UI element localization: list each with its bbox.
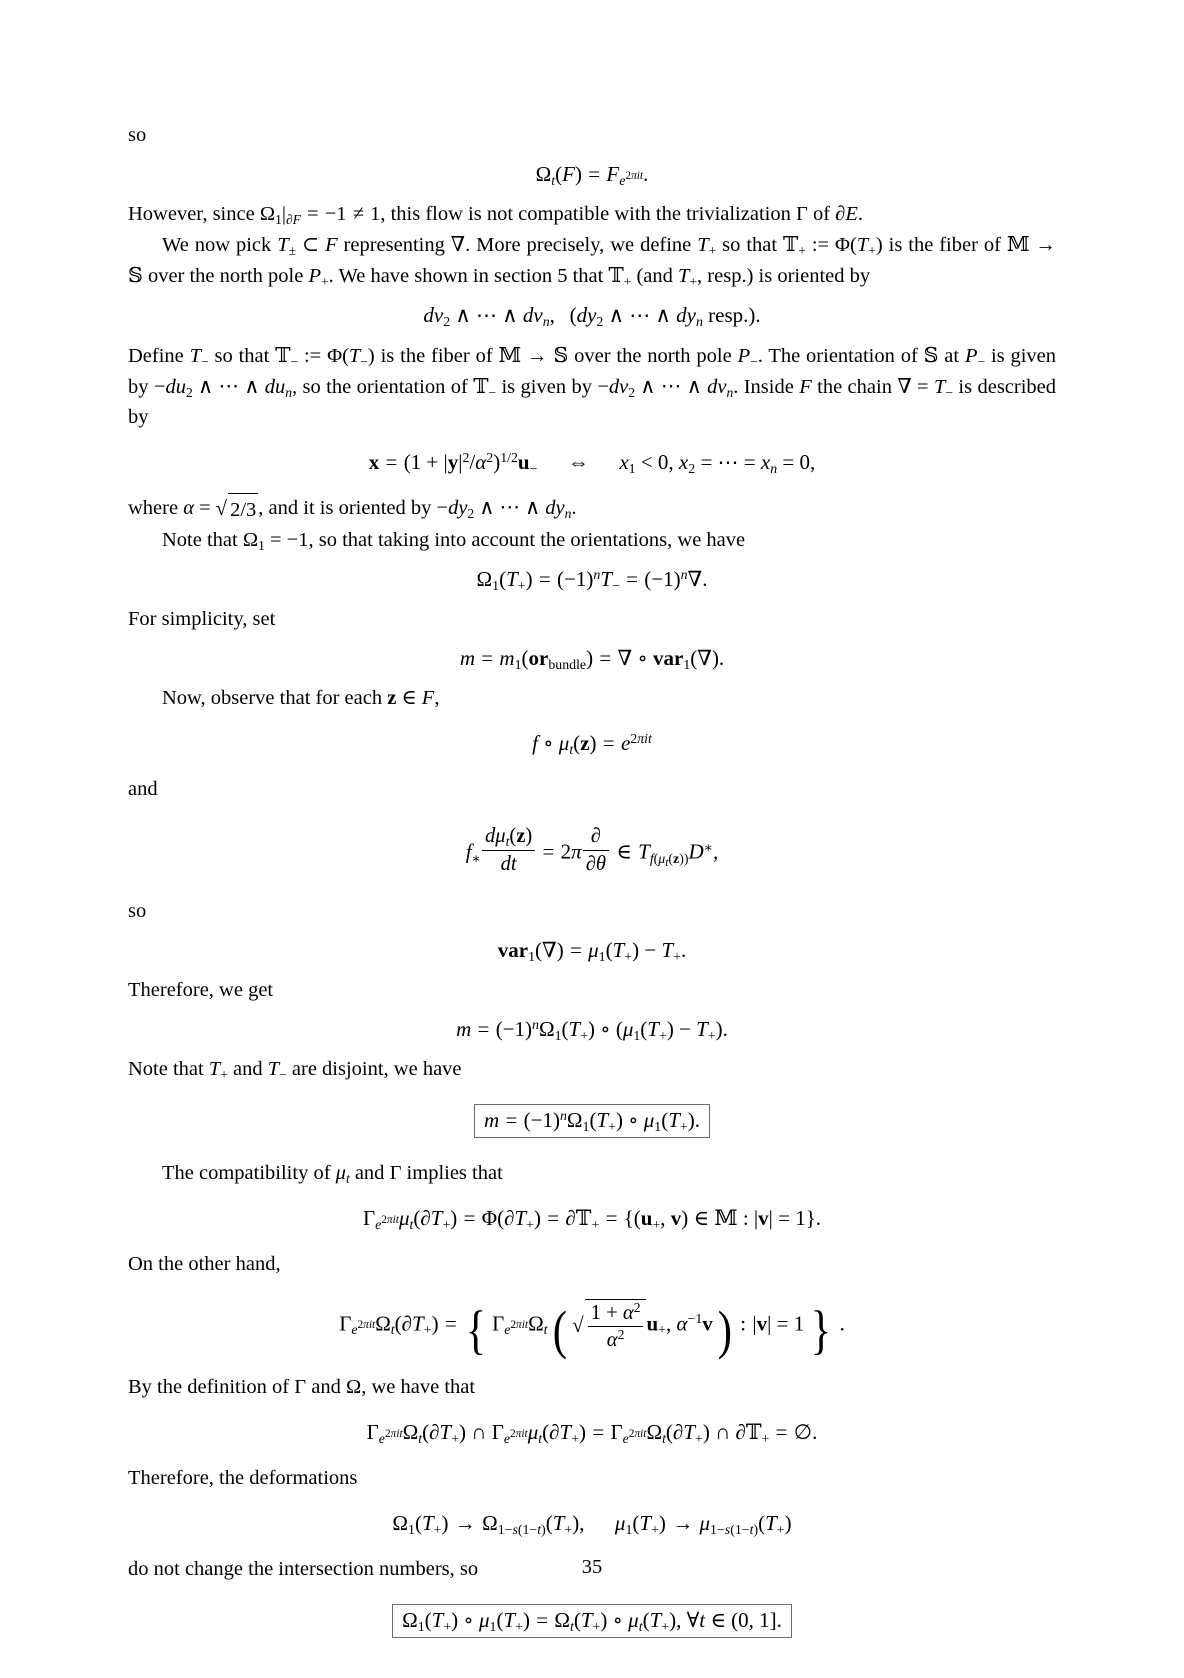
equation-f-circ-mu: f ∘ $\mu_t(z) = e^{2\pi it}$ [532, 731, 652, 758]
equation-box-2: $\Omega_1(T_+)$ ∘ $\mu_1(T_+) = \Omega_t(T_+)$ ∘ $\mu_t(T_+)$, ∀t ∈ (0, 1]. [392, 1604, 792, 1638]
paragraph-where-alpha: where α = √ 2/3, and it is oriented by $-dy_2$ ∧ ⋯ ∧ $dy_n$. [128, 493, 1056, 525]
paragraph-and [128, 774, 1056, 804]
for-simplicity-text: For simplicity, set [128, 608, 276, 631]
equation-dv-orientation: $dv_2$ ∧ ⋯ ∧ $dv_n$, ($dy_2$ ∧ ⋯ ∧ $dy_n$ resp.). [423, 303, 761, 329]
lead-so-text: so [128, 124, 147, 146]
equation-m-definition: $m = m_1(or_{bundle})$ = ∇ ∘ var$_1$(∇). [459, 646, 725, 673]
paragraph-however: However, since $\Omega_1|_{\partial F} = -1 \ne 1$, this flow is not compatible with the trivialization Γ of ∂E. [128, 203, 863, 227]
page-number: 35 [581, 1556, 603, 1578]
paragraph-therefore-we-get [128, 975, 1056, 1005]
paragraph-therefore-deformations [128, 1463, 1056, 1493]
boxed-equation-m [128, 1104, 1056, 1138]
equation-gamma-omega-boundary: $\Gamma_{e^{2\pi it}}\Omega_t(\partial T_+)$ = { $\Gamma_{e^{2\pi it}}\Omega_t$( √ $\frac{1 + \alpha^2}{\alpha^2}$ $u_+$, $\alpha^{-1}v$) : |v| = 1 } . [339, 1299, 845, 1360]
equation-omega-t-F: $\Omega_t(F) = F_{e^{2\pi it}}$. [535, 162, 649, 188]
paragraph-note-disjoint: Note that $T_+$ and $T_-$ are disjoint, we have [128, 1057, 462, 1082]
paragraph-note-omega-1: Note that $\Omega_1 = -1$, so that taking into account the orientations, we have [162, 529, 746, 554]
equation-omega-1-T-plus: $\Omega_1(T_+) = (-1)^nT_- = (-1)^n\nabla$. [476, 567, 708, 594]
equation-chain-description: $x = (1 + |y|^2/\alpha^2)^{1/2}u_-$ ⇔ $x_1 < 0$, $x_2$ = ⋯ = $x_n = 0$, [368, 449, 816, 476]
paragraph-now-observe: Now, observe that for each z ∈ F, [162, 687, 440, 710]
paragraph-so-2 [128, 896, 1056, 926]
paragraph-lead-so [128, 120, 1056, 150]
equation-m-result: $m = (-1)^n\Omega_1(T_+)$ ∘ $(\mu_1(T_+) - T_+)$. [456, 1016, 728, 1043]
paragraph-we-now-pick: We now pick $T_\pm$ ⊂ F representing ∇. More precisely, we define $T_+$ so that 𝕋$_+$ := $\Phi(T_+)$ is the fiber of 𝕄 → 𝕊 over the north pole $P_+$. We have shown in section 5 that 𝕋$_+$ (and $T_+$, resp.) is oriented by [128, 232, 1057, 289]
boxed-equation-intersection [128, 1604, 1056, 1638]
equation-box-1: $m = (-1)^n\Omega_1(T_+)$ ∘ $\mu_1(T_+)$. [474, 1104, 710, 1138]
equation-pushforward: $f_∗$ $\frac{d\mu_t(z)}{dt}$ = 2π $\frac{\partial}{\partial\theta}$ ∈ $T_{f(\mu_t(z))}D^∗$, [465, 825, 719, 875]
therefore-we-get-text: Therefore, we get [128, 978, 274, 1001]
and-text: and [128, 778, 158, 801]
paragraph-by-definition: By the definition of Γ and Ω, we have that [128, 1376, 476, 1399]
however-text-1: However, since [128, 203, 260, 225]
equation-var-1: $var_1(\nabla) = \mu_1(T_+) - T_+$. [497, 937, 687, 964]
equation-gamma-mu-boundary: $\Gamma_{e^{2\pi it}}\mu_t(\partial T_+) = \Phi(\partial T_+)$ = ∂𝕋$_+$ = {($u_+$, v) ∈ 𝕄 : |v| = 1}. [362, 1205, 822, 1232]
equation-deformations: $\Omega_1(T_+) \to \Omega_{1-s(1-t)}(T_+)$, $\mu_1(T_+) \to \mu_{1-s(1-t)}(T_+)$ [392, 1511, 792, 1538]
page-content [128, 120, 1056, 1658]
equation-intersection-empty: $\Gamma_{e^{2\pi it}}\Omega_t(\partial T_+)$ ∩ $\Gamma_{e^{2\pi it}}\mu_t(\partial T_+) = \Gamma_{e^{2\pi it}}\Omega_t(\partial T_+)$ ∩ ∂𝕋$_+$ = ∅. [366, 1420, 818, 1447]
so-2-text: so [128, 899, 147, 922]
paragraph-define-T-minus: Define $T_-$ so that 𝕋$_-$ := $\Phi(T_-)$ is the fiber of 𝕄 → 𝕊 over the north pole $P_-$. The orientation of 𝕊 at $P_-$ is given by $-du_2$ ∧ ⋯ ∧ $du_n$, so the orientation of 𝕋$_-$ is given by $-dv_2$ ∧ ⋯ ∧ $dv_n$. Inside F the chain ∇ = $T_-$ is described by [128, 343, 1057, 428]
therefore-deformations-text: Therefore, the deformations [128, 1467, 358, 1490]
paragraph-compatibility: The compatibility of $\mu_t$ and Γ implies that [162, 1161, 503, 1186]
on-the-other-hand-text: On the other hand, [128, 1252, 281, 1275]
paragraph-for-simplicity [128, 604, 1056, 634]
do-not-change-text: do not change the intersection numbers, so [128, 1558, 479, 1581]
paragraph-on-the-other-hand [128, 1249, 1056, 1279]
